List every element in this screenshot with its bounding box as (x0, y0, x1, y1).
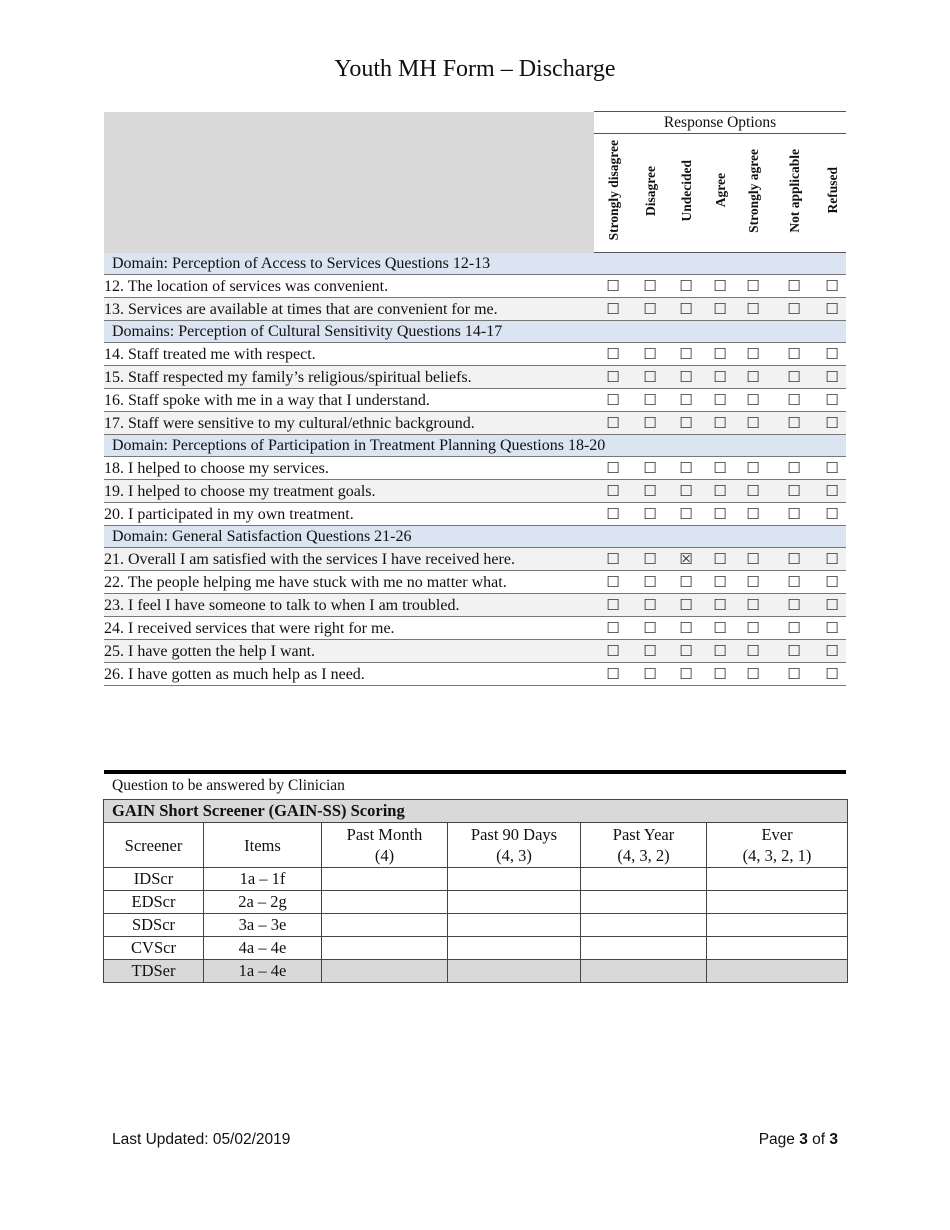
checkbox[interactable]: ☐ (818, 571, 846, 594)
checkbox[interactable]: ☐ (668, 640, 704, 663)
checkbox[interactable]: ☐ (594, 663, 632, 686)
checkbox[interactable]: ☐ (736, 594, 770, 617)
question-text-cell (104, 275, 594, 298)
checkbox[interactable]: ☐ (736, 412, 770, 435)
gain-score-cell[interactable] (581, 937, 707, 960)
question-row (104, 548, 846, 571)
checkbox[interactable]: ☐ (704, 412, 736, 435)
checkbox[interactable]: ☐ (594, 343, 632, 366)
page-total: 3 (829, 1131, 838, 1148)
gain-score-cell[interactable] (707, 914, 848, 937)
checkbox[interactable]: ☐ (704, 275, 736, 298)
checkbox[interactable]: ☐ (704, 298, 736, 321)
checkbox[interactable]: ☐ (736, 275, 770, 298)
option-header: Strongly agree (745, 148, 761, 233)
gain-header-line1: Ever (761, 825, 793, 844)
question-row (104, 298, 846, 321)
option-header: Undecided (678, 159, 694, 222)
checkbox[interactable]: ☐ (770, 389, 818, 412)
gain-row (104, 960, 848, 983)
gain-header-line2: (4, 3, 2) (617, 846, 670, 865)
checkbox[interactable]: ☐ (594, 457, 632, 480)
gain-items: 1a – 4e (204, 960, 322, 983)
domain-row (104, 526, 846, 548)
gain-header-cell (104, 823, 204, 868)
question-row (104, 503, 846, 526)
gain-score-cell[interactable] (448, 914, 581, 937)
domain-row (104, 435, 846, 457)
gain-row (104, 914, 848, 937)
checkbox[interactable]: ☐ (704, 389, 736, 412)
checkbox[interactable]: ☐ (770, 457, 818, 480)
gain-header-line1: Past Month (346, 825, 423, 844)
gain-header-cell (322, 823, 448, 868)
checkbox[interactable]: ☐ (704, 480, 736, 503)
question-text: 19. I helped to choose my treatment goals. (104, 482, 376, 500)
gain-score-cell[interactable] (707, 937, 848, 960)
question-text: 21. Overall I am satisfied with the services I have received here. (104, 550, 515, 568)
checkbox[interactable]: ☐ (736, 366, 770, 389)
gain-row (104, 937, 848, 960)
question-text-cell (104, 480, 594, 503)
checkbox[interactable]: ☐ (736, 503, 770, 526)
option-header: Disagree (642, 165, 658, 216)
gain-score-cell[interactable] (581, 914, 707, 937)
checkbox[interactable]: ☐ (594, 548, 632, 571)
question-text: 16. Staff spoke with me in a way that I understand. (104, 391, 430, 409)
checkbox[interactable]: ☐ (736, 343, 770, 366)
checkbox[interactable]: ☐ (632, 571, 668, 594)
gain-title: GAIN Short Screener (GAIN-SS) Scoring (104, 800, 848, 823)
checkbox[interactable]: ☐ (818, 275, 846, 298)
response-table (104, 111, 846, 686)
checkbox[interactable]: ☐ (704, 343, 736, 366)
last-updated: Last Updated: 05/02/2019 (112, 1131, 291, 1148)
checkbox[interactable]: ☐ (818, 298, 846, 321)
gain-screener: CVScr (104, 937, 204, 960)
checkbox[interactable]: ☐ (668, 343, 704, 366)
gain-score-cell[interactable] (448, 891, 581, 914)
domain-label: Domain: Perception of Access to Services Questions 12-13 (104, 253, 846, 275)
checkbox[interactable]: ☐ (594, 503, 632, 526)
question-text-cell (104, 640, 594, 663)
checkbox[interactable]: ☐ (594, 412, 632, 435)
checkbox[interactable]: ☐ (770, 548, 818, 571)
option-header: Refused (824, 167, 840, 214)
checkbox[interactable]: ☐ (632, 617, 668, 640)
gain-score-cell[interactable] (581, 891, 707, 914)
checkbox[interactable]: ☐ (594, 389, 632, 412)
question-text: 17. Staff were sensitive to my cultural/ethnic background. (104, 414, 475, 432)
checkbox[interactable]: ☐ (818, 617, 846, 640)
question-row (104, 275, 846, 298)
gain-items: 4a – 4e (204, 937, 322, 960)
question-row (104, 366, 846, 389)
checkbox[interactable]: ☐ (632, 594, 668, 617)
question-row (104, 663, 846, 686)
gain-screener: TDSer (104, 960, 204, 983)
gain-score-cell[interactable] (322, 868, 448, 891)
checkbox[interactable]: ☐ (594, 594, 632, 617)
page-current: 3 (799, 1131, 808, 1148)
gain-header-line1: Items (244, 835, 281, 855)
option-header: Not applicable (786, 148, 802, 233)
checkbox[interactable]: ☐ (770, 663, 818, 686)
checkbox[interactable]: ☐ (594, 366, 632, 389)
checkbox-checked[interactable]: ☒ (668, 548, 704, 571)
gain-items: 1a – 1f (204, 868, 322, 891)
checkbox[interactable]: ☐ (594, 480, 632, 503)
checkbox[interactable]: ☐ (818, 503, 846, 526)
gain-score-cell[interactable] (581, 868, 707, 891)
question-text-cell (104, 594, 594, 617)
question-text-cell (104, 571, 594, 594)
gain-header-cell (204, 823, 322, 868)
gain-row (104, 891, 848, 914)
question-text: 24. I received services that were right for me. (104, 619, 395, 637)
gain-score-cell[interactable] (322, 891, 448, 914)
checkbox[interactable]: ☐ (632, 640, 668, 663)
checkbox[interactable]: ☐ (704, 503, 736, 526)
question-row (104, 457, 846, 480)
checkbox[interactable]: ☐ (668, 366, 704, 389)
checkbox[interactable]: ☐ (668, 389, 704, 412)
question-text: 25. I have gotten the help I want. (104, 642, 316, 660)
checkbox[interactable]: ☐ (668, 571, 704, 594)
questions-body (104, 253, 846, 686)
gain-score-cell[interactable] (707, 960, 848, 983)
page-number (759, 1131, 838, 1149)
checkbox[interactable]: ☐ (594, 640, 632, 663)
checkbox[interactable]: ☐ (594, 617, 632, 640)
checkbox[interactable]: ☐ (704, 617, 736, 640)
checkbox[interactable]: ☐ (668, 480, 704, 503)
question-text: 22. The people helping me have stuck with me no matter what. (104, 573, 507, 591)
checkbox[interactable]: ☐ (770, 343, 818, 366)
gain-score-cell[interactable] (707, 868, 848, 891)
checkbox[interactable]: ☐ (770, 366, 818, 389)
checkbox[interactable]: ☐ (668, 663, 704, 686)
checkbox[interactable]: ☐ (770, 503, 818, 526)
gain-header-cell (448, 823, 581, 868)
gain-header-line2: (4, 3, 2, 1) (742, 846, 812, 865)
checkbox[interactable]: ☐ (736, 663, 770, 686)
gain-score-cell[interactable] (707, 891, 848, 914)
gain-items: 2a – 2g (204, 891, 322, 914)
gain-header-line1: Screener (124, 835, 183, 855)
checkbox[interactable]: ☐ (770, 571, 818, 594)
checkbox[interactable]: ☐ (818, 366, 846, 389)
checkbox[interactable]: ☐ (818, 548, 846, 571)
checkbox[interactable]: ☐ (668, 617, 704, 640)
checkbox[interactable]: ☐ (668, 412, 704, 435)
checkbox[interactable]: ☐ (736, 640, 770, 663)
question-text-cell (104, 298, 594, 321)
question-row (104, 594, 846, 617)
checkbox[interactable]: ☐ (736, 389, 770, 412)
gain-score-cell[interactable] (448, 960, 581, 983)
checkbox[interactable]: ☐ (632, 275, 668, 298)
domain-row (104, 321, 846, 343)
domain-label: Domain: General Satisfaction Questions 21-26 (104, 526, 846, 548)
checkbox[interactable]: ☐ (736, 480, 770, 503)
checkbox[interactable]: ☐ (770, 480, 818, 503)
gain-row (104, 868, 848, 891)
question-row (104, 343, 846, 366)
checkbox[interactable]: ☐ (770, 640, 818, 663)
clinician-note: Question to be answered by Clinician (112, 777, 345, 794)
question-row (104, 617, 846, 640)
checkbox[interactable]: ☐ (770, 298, 818, 321)
question-text: 14. Staff treated me with respect. (104, 345, 316, 363)
checkbox[interactable]: ☐ (770, 412, 818, 435)
gain-screener: EDScr (104, 891, 204, 914)
checkbox[interactable]: ☐ (770, 617, 818, 640)
question-text: 26. I have gotten as much help as I need. (104, 665, 365, 683)
question-row (104, 389, 846, 412)
question-row (104, 571, 846, 594)
question-text-cell (104, 617, 594, 640)
checkbox[interactable]: ☐ (770, 275, 818, 298)
gain-score-cell[interactable] (322, 914, 448, 937)
checkbox[interactable]: ☐ (668, 275, 704, 298)
checkbox[interactable]: ☐ (594, 571, 632, 594)
question-text: 20. I participated in my own treatment. (104, 505, 354, 523)
question-text-cell (104, 548, 594, 571)
checkbox[interactable]: ☐ (818, 663, 846, 686)
gain-header-line2: (4) (374, 846, 395, 865)
page-of: of (807, 1131, 830, 1148)
question-text-cell (104, 663, 594, 686)
gain-header-line1: Past Year (612, 825, 675, 844)
gain-header-cell (707, 823, 848, 868)
form-title: Youth MH Form – Discharge (334, 56, 616, 82)
checkbox[interactable]: ☐ (668, 457, 704, 480)
checkbox[interactable]: ☐ (704, 366, 736, 389)
gain-header-line1: Past 90 Days (470, 825, 558, 844)
header-blank-cell (104, 112, 594, 253)
question-text-cell (104, 389, 594, 412)
checkbox[interactable]: ☐ (632, 343, 668, 366)
gain-score-cell[interactable] (581, 960, 707, 983)
checkbox[interactable]: ☐ (632, 663, 668, 686)
gain-score-cell[interactable] (448, 868, 581, 891)
domain-row (104, 253, 846, 275)
checkbox[interactable]: ☐ (818, 480, 846, 503)
question-text: 23. I feel I have someone to talk to when I am troubled. (104, 596, 460, 614)
question-text-cell (104, 343, 594, 366)
gain-header-cell (581, 823, 707, 868)
gain-header-row (104, 823, 848, 868)
checkbox[interactable]: ☐ (632, 412, 668, 435)
domain-label: Domain: Perceptions of Participation in Treatment Planning Questions 18-20 (104, 435, 846, 457)
checkbox[interactable]: ☐ (704, 594, 736, 617)
checkbox[interactable]: ☐ (632, 366, 668, 389)
checkbox[interactable]: ☐ (704, 571, 736, 594)
option-header: Strongly disagree (605, 140, 621, 241)
checkbox[interactable]: ☐ (594, 275, 632, 298)
checkbox[interactable]: ☐ (632, 548, 668, 571)
gain-body (104, 868, 848, 983)
checkbox[interactable]: ☐ (818, 343, 846, 366)
checkbox[interactable]: ☐ (736, 548, 770, 571)
gain-screener: SDScr (104, 914, 204, 937)
question-text-cell (104, 412, 594, 435)
checkbox[interactable]: ☐ (818, 412, 846, 435)
checkbox[interactable]: ☐ (704, 457, 736, 480)
gain-items: 3a – 3e (204, 914, 322, 937)
checkbox[interactable]: ☐ (736, 298, 770, 321)
gain-screener: IDScr (104, 868, 204, 891)
checkbox[interactable]: ☐ (632, 389, 668, 412)
checkbox[interactable]: ☐ (736, 457, 770, 480)
question-text-cell (104, 366, 594, 389)
question-text: 12. The location of services was convenient. (104, 277, 389, 295)
checkbox[interactable]: ☐ (704, 548, 736, 571)
question-text-cell (104, 457, 594, 480)
checkbox[interactable]: ☐ (818, 640, 846, 663)
checkbox[interactable]: ☐ (704, 640, 736, 663)
checkbox[interactable]: ☐ (632, 298, 668, 321)
gain-header-line2: (4, 3) (496, 846, 532, 865)
option-header: Agree (712, 173, 728, 208)
question-row (104, 480, 846, 503)
page-prefix: Page (758, 1131, 800, 1148)
checkbox[interactable]: ☐ (770, 594, 818, 617)
checkbox[interactable]: ☐ (818, 594, 846, 617)
checkbox[interactable]: ☐ (632, 480, 668, 503)
checkbox[interactable]: ☐ (668, 594, 704, 617)
gain-score-cell[interactable] (448, 937, 581, 960)
checkbox[interactable]: ☐ (736, 571, 770, 594)
checkbox[interactable]: ☐ (632, 457, 668, 480)
question-row (104, 640, 846, 663)
checkbox[interactable]: ☐ (736, 617, 770, 640)
gain-scoring-table (103, 799, 848, 983)
question-text-cell (104, 503, 594, 526)
checkbox[interactable]: ☐ (818, 389, 846, 412)
question-row (104, 412, 846, 435)
question-text: 15. Staff respected my family’s religious/spiritual beliefs. (104, 368, 472, 386)
question-text: 13. Services are available at times that are convenient for me. (104, 300, 498, 318)
domain-label: Domains: Perception of Cultural Sensitivity Questions 14-17 (104, 321, 846, 343)
checkbox[interactable]: ☐ (704, 663, 736, 686)
question-text: 18. I helped to choose my services. (104, 459, 329, 477)
checkbox[interactable]: ☐ (632, 503, 668, 526)
gain-score-cell[interactable] (322, 937, 448, 960)
checkbox[interactable]: ☐ (818, 457, 846, 480)
checkbox[interactable]: ☐ (668, 298, 704, 321)
gain-score-cell[interactable] (322, 960, 448, 983)
response-options-heading: Response Options (594, 112, 846, 134)
checkbox[interactable]: ☐ (668, 503, 704, 526)
section-divider (104, 770, 846, 774)
checkbox[interactable]: ☐ (594, 298, 632, 321)
